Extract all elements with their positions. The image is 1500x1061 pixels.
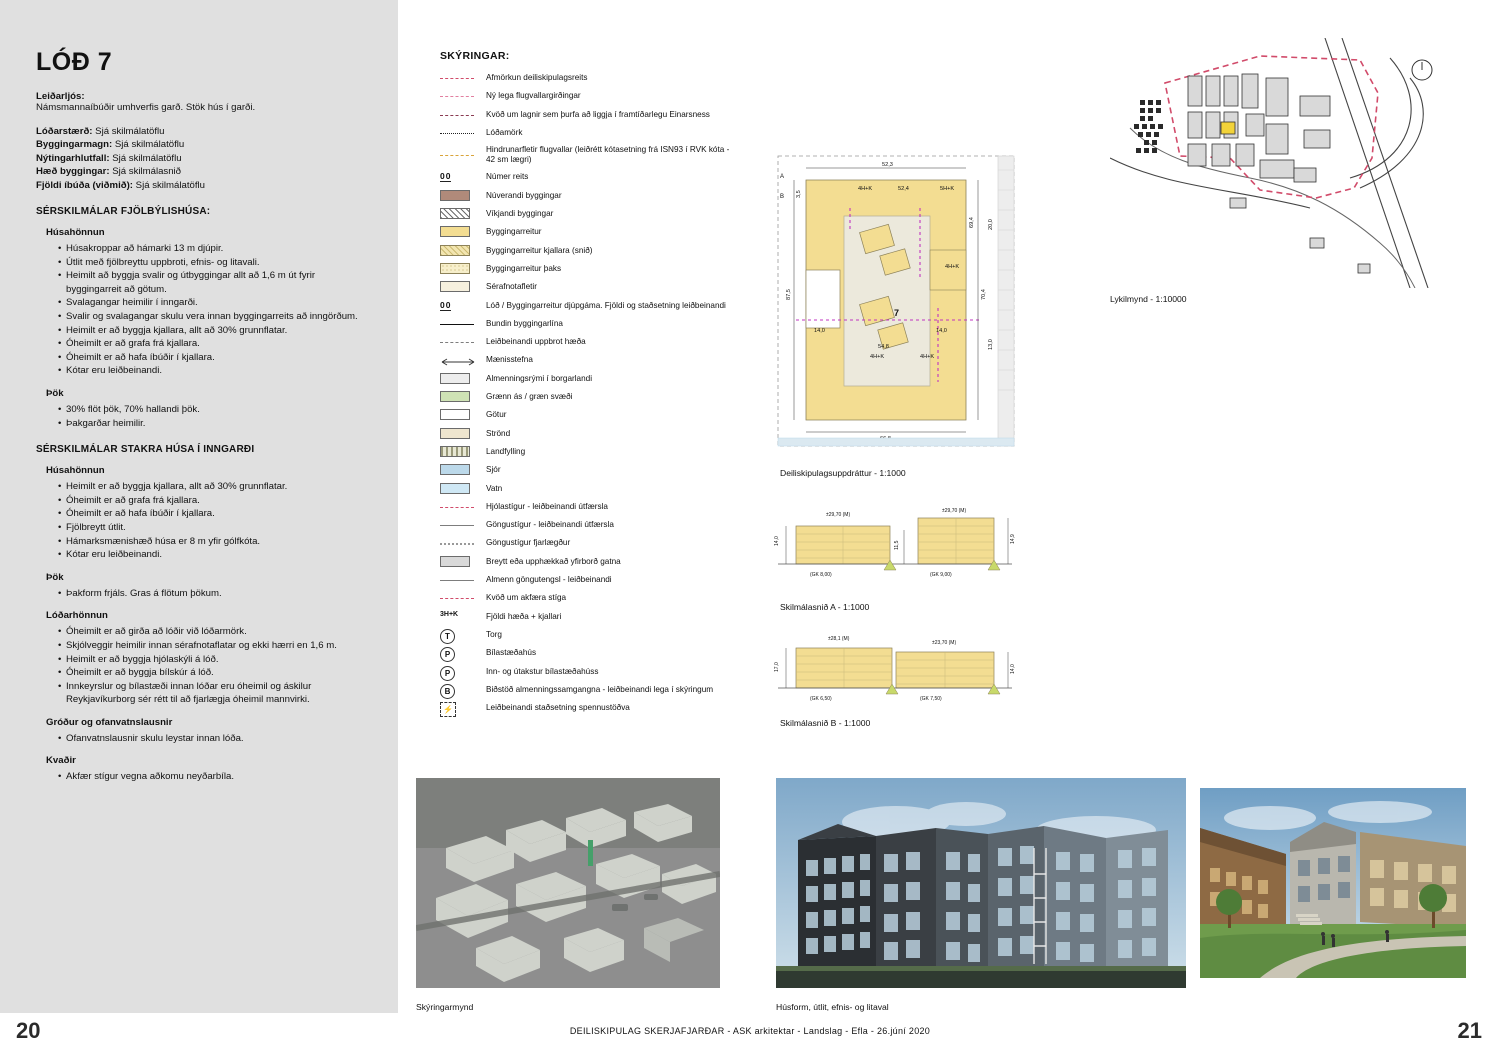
legend-symbol-hatch	[440, 208, 478, 220]
legend-symbol-solid-gry2	[440, 574, 478, 586]
section-b-caption: Skilmálasnið B - 1:1000	[780, 718, 871, 728]
legend-symbol-sw-cream	[440, 281, 478, 293]
legend-symbol-solid-blk	[440, 318, 478, 330]
list-item: • Kótar eru leiðbeinandi.	[58, 548, 364, 562]
svg-text:13,0: 13,0	[988, 339, 994, 350]
fact-value: Sjá skilmálatöflu	[135, 179, 205, 191]
svg-text:(GK 8,00): (GK 8,00)	[810, 572, 832, 578]
fact-list	[36, 125, 364, 192]
list-item: • Óheimilt er að hafa íbúðir í kjallara.	[58, 507, 364, 521]
section-1-title: SÉRSKILMÁLAR FJÖLBÝLISHÚSA:	[36, 206, 211, 218]
s2-sub1-title: Húsahönnun	[46, 465, 105, 477]
legend-item	[440, 90, 740, 102]
s2-sub3-list	[50, 625, 364, 707]
legend-label: Vatn	[486, 483, 503, 493]
s1-sub1-title: Húsahönnun	[46, 227, 105, 239]
legend-symbol-hk: 3H+K	[440, 610, 459, 618]
facade-render-caption: Húsform, útlit, efnis- og litaval	[776, 1002, 889, 1012]
legend-symbol-dash-red2	[440, 501, 478, 513]
legend-label: Lóð / Byggingarreitur djúpgáma. Fjöldi og staðsetning leiðbeinandi	[486, 300, 726, 310]
s2-sub2-list	[50, 587, 364, 601]
legend-symbol-sw-green	[440, 391, 478, 403]
legend-item	[440, 171, 740, 183]
legend-label: Landfylling	[486, 446, 526, 456]
legend-label: Byggingarreitur þaks	[486, 263, 562, 273]
list-item: • Heimilt er að byggja kjallara, allt að 30% grunnflatar.	[58, 480, 364, 494]
legend-symbol-dot-blk	[440, 127, 478, 139]
legend-item	[440, 109, 740, 121]
legend-label: Leiðbeinandi staðsetning spennustöðva	[486, 703, 630, 713]
section-a-caption: Skilmálasnið A - 1:1000	[780, 602, 870, 612]
legend-item	[440, 428, 740, 440]
legend-label: Núverandi byggingar	[486, 190, 562, 200]
legend-label: Göngustígur - leiðbeinandi útfærsla	[486, 520, 614, 530]
legend-item	[440, 300, 740, 312]
s2-sub2-title: Þök	[46, 571, 64, 583]
svg-text:87,5: 87,5	[786, 289, 792, 300]
legend-label: Sjór	[486, 465, 501, 475]
legend-symbol-sw-white	[440, 409, 478, 421]
legend-label: Götur	[486, 410, 507, 420]
legend-item	[440, 647, 740, 659]
svg-text:14,0: 14,0	[936, 328, 947, 334]
fact-value: Sjá skilmálatöflu	[95, 126, 165, 137]
legend-item	[440, 684, 740, 696]
legend-item	[440, 281, 740, 293]
legend-symbol-sw-yellow	[440, 226, 478, 238]
list-item: • Óheimilt er að grafa frá kjallara.	[58, 494, 364, 508]
s1-sub1-list	[50, 242, 364, 378]
courtyard-render-image	[1200, 788, 1466, 978]
facade-render-image	[776, 778, 1186, 988]
s2-sub3-title: Lóðarhönnun	[46, 610, 108, 622]
fact-value: Sjá skilmálasnið	[112, 166, 182, 178]
list-item: • Kótar eru leiðbeinandi.	[58, 364, 364, 378]
list-item: • Útlit með fjölbreyttu uppbroti, efnis- og litavali.	[58, 256, 364, 270]
svg-text:B: B	[780, 194, 785, 200]
s1-sub2-list	[50, 403, 364, 430]
legend-item	[440, 629, 740, 641]
legend-item	[440, 556, 740, 568]
fact-row	[36, 138, 364, 151]
legend-item	[440, 501, 740, 513]
legend-symbol-sw-grey2	[440, 556, 478, 568]
legend-label: Kvöð um lagnir sem þurfa að liggja í framtíðarlegu Einarsness	[486, 109, 710, 119]
list-item: • 30% flöt þök, 70% hallandi þök.	[58, 403, 364, 417]
legend-symbol-dash-pink	[440, 90, 478, 102]
legend-symbol-arrow	[440, 354, 478, 366]
section-b-figure	[770, 628, 1020, 714]
legend-item	[440, 145, 740, 165]
page-title: LÓÐ 7	[36, 48, 113, 76]
svg-text:4H+K: 4H+K	[945, 264, 960, 270]
svg-text:4H+K: 4H+K	[870, 354, 885, 360]
svg-text:14,0: 14,0	[774, 536, 780, 546]
legend-item	[440, 263, 740, 275]
svg-text:54,8: 54,8	[878, 344, 889, 350]
fact-key: Byggingarmagn:	[36, 139, 113, 151]
fact-row	[36, 165, 364, 178]
legend-symbol-sw-sea	[440, 464, 478, 476]
svg-text:52,3: 52,3	[882, 162, 893, 168]
legend-label: Torg	[486, 629, 502, 639]
legend-symbol-circ-b: B	[440, 684, 478, 696]
fact-row	[36, 179, 364, 192]
svg-text:14,0: 14,0	[1010, 664, 1016, 674]
legend-item	[440, 611, 740, 623]
fact-key: Lóðarstærð:	[36, 126, 93, 137]
legend-symbol-sw-water	[440, 483, 478, 495]
legend-item	[440, 574, 740, 586]
legend-label: Fjöldi hæða + kjallari	[486, 611, 562, 621]
legend-label: Bundin byggingarlína	[486, 318, 563, 328]
legend-label: Afmörkun deiliskipulagsreits	[486, 73, 588, 82]
legend-item	[440, 464, 740, 476]
legend-label: Hjólastígur - leiðbeinandi útfærsla	[486, 501, 608, 511]
list-item: • Þakgarðar heimilir.	[58, 417, 364, 431]
legend-symbol-circ-p2: P	[440, 666, 478, 678]
legend-item	[440, 226, 740, 238]
svg-text:±29,70 (M): ±29,70 (M)	[826, 512, 851, 518]
svg-text:A: A	[780, 174, 785, 180]
svg-text:20,0: 20,0	[988, 219, 994, 230]
list-item: • Heimilt er að byggja hjólaskýli á lóð.	[58, 653, 364, 667]
svg-text:4H+K: 4H+K	[920, 354, 935, 360]
svg-text:3,5: 3,5	[796, 190, 802, 198]
list-item: • Akfær stígur vegna aðkomu neyðarbíla.	[58, 770, 364, 784]
legend-label: Leiðbeinandi uppbrot hæða	[486, 337, 586, 347]
guide-label: Leiðarljós:	[36, 91, 85, 102]
legend-symbol-numbox: 00	[440, 299, 452, 310]
legend-label: Biðstöð almenningssamgangna - leiðbeinandi lega í skýringum	[486, 684, 714, 694]
svg-text:69,4: 69,4	[969, 217, 975, 228]
legend-item	[440, 354, 740, 366]
legend-label: Sérafnotafletir	[486, 282, 537, 292]
legend-item	[440, 336, 740, 348]
fact-value: Sjá skilmálatöflu	[114, 139, 185, 151]
svg-text:(GK 6,50): (GK 6,50)	[810, 696, 832, 702]
legend-symbol-sw-fill	[440, 446, 478, 458]
list-item: • Svalagangar heimilir í inngarði.	[58, 296, 364, 310]
list-item: • Þakform frjáls. Gras á flötum þökum.	[58, 587, 364, 601]
legend-label: Lóðamörk	[486, 127, 523, 137]
list-item: • Hámarksmænishæð húsa er 8 m yfir gólfkóta.	[58, 535, 364, 549]
legend-symbol-dashdot	[440, 109, 478, 121]
svg-text:14,0: 14,0	[814, 328, 825, 334]
s2-sub1-list	[50, 480, 364, 562]
page-number-right: 21	[1457, 1018, 1482, 1043]
fact-key: Hæð byggingar:	[36, 166, 110, 178]
section-2-title: SÉRSKILMÁLAR STAKRA HÚSA Í INNGARÐI	[36, 444, 255, 456]
svg-text:17,0: 17,0	[774, 662, 780, 672]
legend-label: Byggingarreitur	[486, 227, 542, 237]
legend-panel	[440, 50, 740, 720]
legend-label: Grænn ás / græn svæði	[486, 392, 573, 402]
legend-label: Víkjandi byggingar	[486, 209, 554, 219]
svg-text:5H+K: 5H+K	[940, 186, 955, 192]
section-a-figure	[770, 500, 1020, 590]
legend-item	[440, 190, 740, 202]
s2-sub5-title: Kvaðir	[46, 755, 76, 767]
s1-sub2-title: Þök	[46, 387, 64, 399]
list-item: • Óheimilt er að byggja bílskúr á lóð.	[58, 666, 364, 680]
key-map-figure	[1110, 38, 1440, 288]
fact-key: Fjöldi íbúða (viðmið):	[36, 179, 133, 191]
svg-text:7: 7	[894, 308, 900, 318]
fact-row	[36, 152, 364, 165]
legend-item	[440, 702, 740, 714]
legend-symbol-circ-t: T	[440, 629, 478, 641]
left-specification-panel	[0, 0, 398, 1013]
site-plan-caption: Deiliskipulagsuppdráttur - 1:1000	[780, 468, 906, 478]
list-item: • Fjölbreytt útlit.	[58, 521, 364, 535]
legend-symbol-num: 00	[440, 171, 452, 182]
s2-sub5-list	[50, 770, 364, 784]
list-item: • Óheimilt er að girða að lóðir við lóðarmörk.	[58, 625, 364, 639]
s2-sub4-title: Gróður og ofanvatnslausnir	[46, 716, 173, 728]
legend-item	[440, 245, 740, 257]
svg-text:(GK 9,00): (GK 9,00)	[930, 572, 952, 578]
legend-label: Strönd	[486, 428, 511, 438]
list-item: • Óheimilt er að grafa frá kjallara.	[58, 337, 364, 351]
legend-symbol-solid-gry	[440, 519, 478, 531]
legend-label: Almenn göngutengsl - leiðbeinandi	[486, 575, 612, 585]
legend-symbol-dash-red3	[440, 592, 478, 604]
legend-item	[440, 409, 740, 421]
legend-label: Kvöð um akfæra stíga	[486, 593, 567, 603]
legend-symbol-hatch-y	[440, 245, 478, 257]
legend-title: SKÝRINGAR:	[440, 50, 510, 62]
legend-symbol-sw-brown	[440, 190, 478, 202]
legend-label: Inn- og útakstur bílastæðahúss	[486, 666, 599, 676]
svg-text:±23,70 (M): ±23,70 (M)	[932, 640, 957, 646]
legend-label: Byggingarreitur kjallara (snið)	[486, 245, 593, 255]
svg-text:14,9: 14,9	[1010, 534, 1016, 544]
legend-symbol-dots-y	[440, 263, 478, 275]
legend-item	[440, 373, 740, 385]
list-item: • Húsakroppar að hámarki 13 m djúpir.	[58, 242, 364, 256]
legend-item	[440, 483, 740, 495]
legend-symbol-dash-gry	[440, 336, 478, 348]
massing-model-image	[416, 778, 720, 988]
page-number-left: 20	[16, 1018, 41, 1043]
key-map-caption: Lykilmynd - 1:10000	[1110, 294, 1187, 304]
svg-text:±29,70 (M): ±29,70 (M)	[942, 508, 967, 514]
legend-symbol-sw-lgrey	[440, 373, 478, 385]
legend-label: Göngustígur fjarlægður	[486, 538, 571, 548]
legend-item	[440, 592, 740, 604]
fact-key: Nýtingarhlutfall:	[36, 152, 110, 164]
massing-model-caption: Skýringarmynd	[416, 1002, 474, 1012]
site-plan-figure	[770, 150, 1032, 462]
legend-symbol-dot-fine	[440, 537, 478, 549]
legend-symbol-circ-p: P	[440, 647, 478, 659]
fact-row	[36, 125, 364, 138]
svg-text:52,4: 52,4	[898, 186, 909, 192]
legend-label: Hindrunarfletir flugvallar (leiðrétt kótasetning frá ISN93 í RVK kóta - 42 sm lægri)	[486, 145, 730, 165]
guide-text: Námsmannaíbúðir umhverfis garð. Stök hús í garði.	[36, 102, 256, 113]
legend-item	[440, 446, 740, 458]
list-item: • Innkeyrslur og bílastæði innan lóðar eru óheimil og áskilur Reykjavíkurborg sér rétt til að fjarlægja óheimil mannvirki.	[58, 680, 364, 707]
legend-label: Bílastæðahús	[486, 648, 537, 658]
legend-item	[440, 127, 740, 139]
legend-symbol-sw-sand	[440, 428, 478, 440]
legend-item	[440, 72, 740, 84]
legend-label: Mænisstefna	[486, 355, 533, 365]
legend-label: Ný lega flugvallargirðingar	[486, 91, 581, 101]
list-item: • Ofanvatnslausnir skulu leystar innan lóða.	[58, 732, 364, 746]
legend-item	[440, 666, 740, 678]
list-item: • Skjólveggir heimilir innan sérafnotaflatar og ekki hærri en 1,6 m.	[58, 639, 364, 653]
legend-item	[440, 537, 740, 549]
list-item: • Heimilt að byggja svalir og útbyggingar allt að 1,6 m út fyrir byggingarreit að götum.	[58, 269, 364, 296]
legend-symbol-dash-org	[440, 149, 478, 161]
legend-symbol-dash-red	[440, 72, 478, 84]
list-item: • Heimilt er að byggja kjallara, allt að 30% grunnflatar.	[58, 324, 364, 338]
legend-label: Númer reits	[486, 172, 529, 182]
list-item: • Svalir og svalagangar skulu vera innan byggingarreits að inngörðum.	[58, 310, 364, 324]
legend-item	[440, 519, 740, 531]
svg-text:±28,1 (M): ±28,1 (M)	[828, 636, 850, 642]
legend-symbol-bolt: ⚡	[440, 702, 478, 714]
legend-item	[440, 391, 740, 403]
svg-text:(GK 7,50): (GK 7,50)	[920, 696, 942, 702]
list-item: • Óheimilt er að hafa íbúðir í kjallara.	[58, 351, 364, 365]
legend-label: Breytt eða upphækkað yfirborð gatna	[486, 556, 621, 566]
fact-value: Sjá skilmálatöflu	[112, 152, 182, 164]
svg-text:70,4: 70,4	[981, 289, 987, 300]
svg-text:4H+K: 4H+K	[858, 186, 873, 192]
svg-text:11,5: 11,5	[894, 540, 900, 550]
legend-item	[440, 318, 740, 330]
s2-sub4-list	[50, 732, 364, 746]
footer-text: DEILISKIPULAG SKERJAFJARÐAR - ASK arkitektar - Landslag - Efla - 26.júní 2020	[569, 1026, 931, 1036]
legend-rows	[440, 72, 740, 714]
legend-label: Almenningsrými í borgarlandi	[486, 373, 593, 383]
legend-item	[440, 208, 740, 220]
